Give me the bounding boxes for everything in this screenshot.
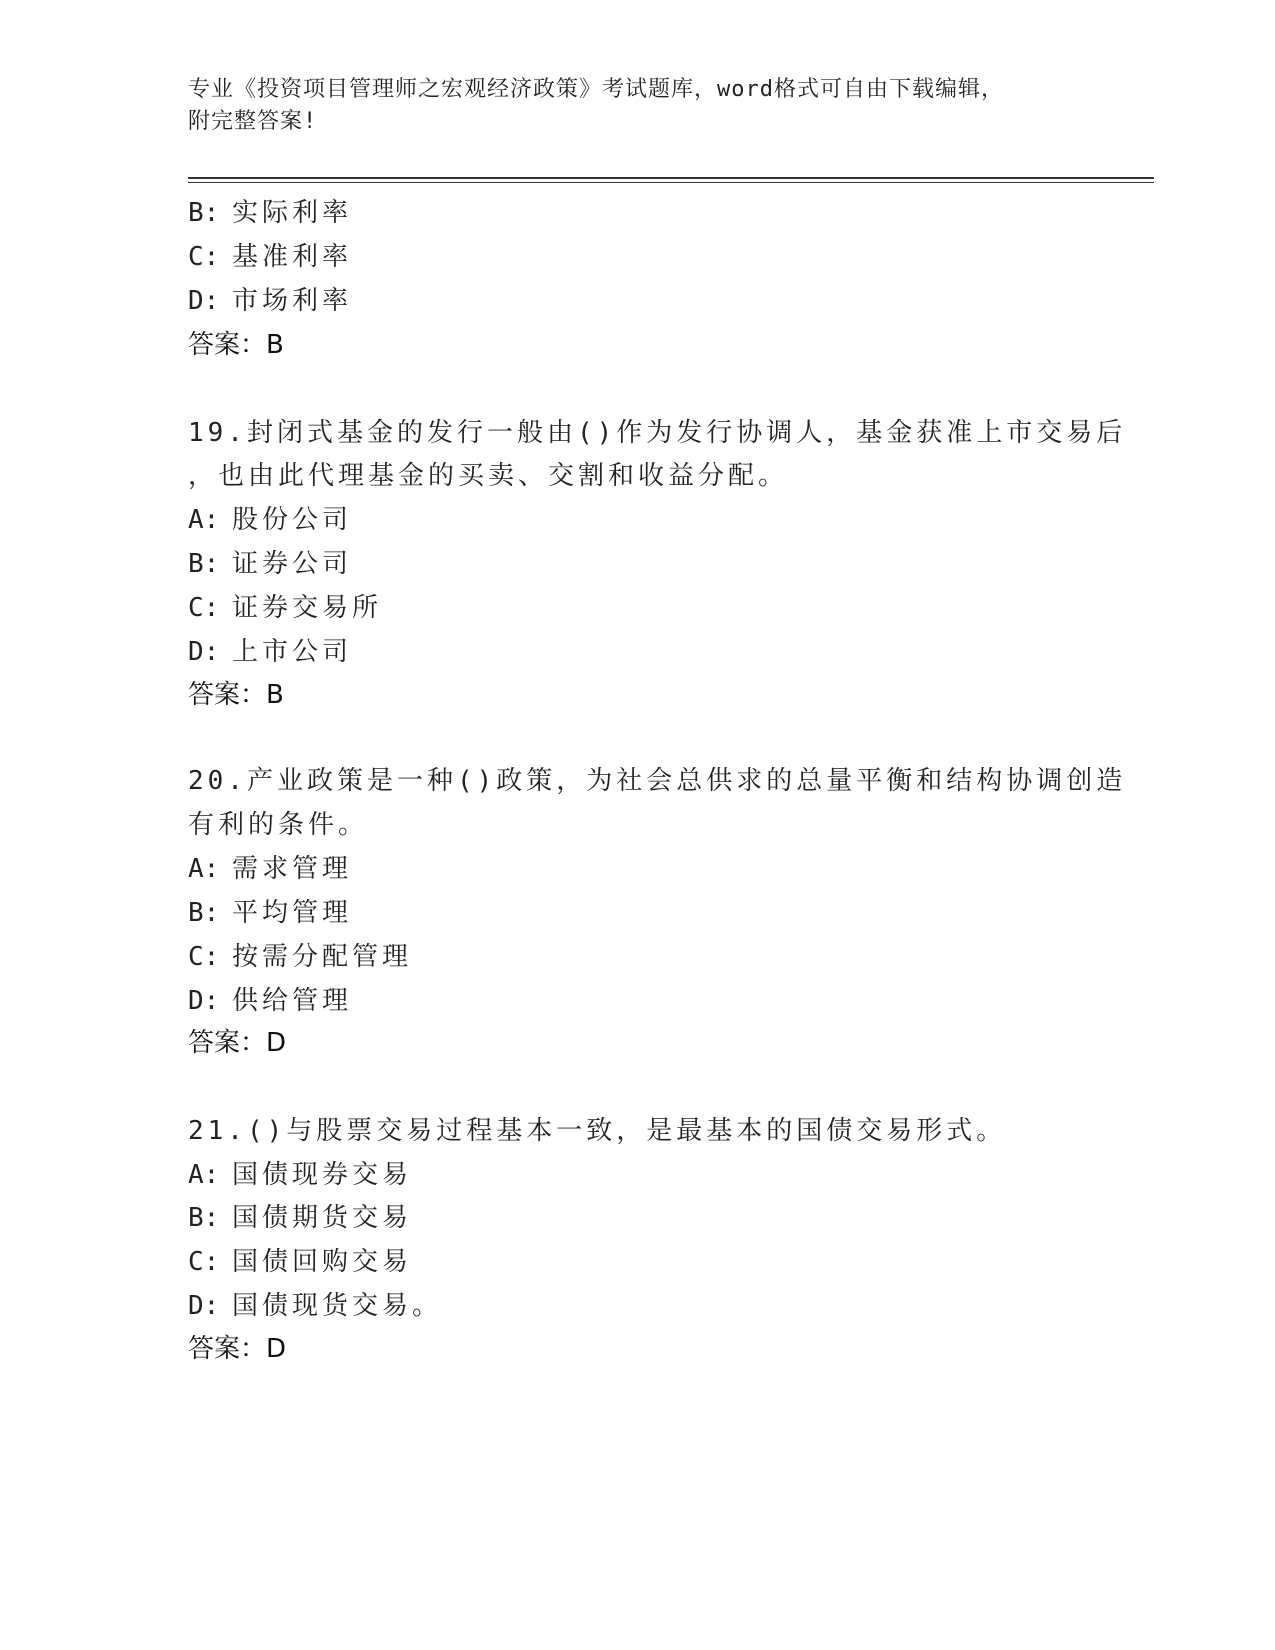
q20-option-d [188,980,352,1017]
q20-answer: 答案：D [188,1028,287,1058]
option-letter: C: [188,242,220,272]
option-text: 需求管理 [232,854,353,884]
q19-stem-line-1: 19.封闭式基金的发行一般由()作为发行协调人，基金获准上市交易后 [188,418,1127,448]
option-text: 国债现货交易。 [232,1291,443,1321]
option-text: 上市公司 [232,637,353,667]
header-rule-thin [188,182,1154,183]
q21-option-c [188,1241,412,1278]
option-text: 实际利率 [232,198,353,228]
document-header [188,74,1088,138]
option-text: 市场利率 [232,286,353,316]
q20-option-c [188,936,412,973]
prev-option-c [188,236,352,273]
q19-stem-line-2: ，也由此代理基金的买卖、交割和收益分配。 [188,461,789,491]
option-letter: D: [188,637,220,667]
option-letter: B: [188,198,220,228]
option-text: 国债回购交易 [232,1247,413,1277]
option-text: 国债期货交易 [232,1203,413,1233]
option-text: 证券交易所 [232,593,383,623]
q20-option-b [188,892,352,929]
option-text: 基准利率 [232,242,353,272]
prev-option-b [188,192,352,229]
prev-answer: 答案：B [188,330,284,360]
option-letter: C: [188,593,220,623]
option-letter: A: [188,505,220,535]
q21-option-a [188,1154,412,1191]
q20-stem-line-1: 20.产业政策是一种()政策，为社会总供求的总量平衡和结构协调创造 [188,766,1127,796]
q21-stem-line-1: 21.()与股票交易过程基本一致，是最基本的国债交易形式。 [188,1116,1007,1146]
option-text: 证券公司 [232,549,353,579]
header-line-2: 附完整答案! [188,109,318,134]
option-text: 按需分配管理 [232,942,413,972]
q21-option-d [188,1285,442,1322]
option-letter: D: [188,986,220,1016]
option-letter: C: [188,1247,220,1277]
option-letter: C: [188,942,220,972]
option-letter: D: [188,1291,220,1321]
header-line-1: 专业《投资项目管理师之宏观经济政策》考试题库，word格式可自由下载编辑， [188,77,1004,102]
q21-option-b [188,1197,412,1234]
prev-option-d [188,280,352,317]
header-rule-thick [188,177,1154,179]
option-letter: A: [188,854,220,884]
option-letter: D: [188,286,220,316]
q19-option-c [188,587,382,624]
q20-option-a [188,848,352,885]
q19-answer: 答案：B [188,680,284,710]
q19-option-d [188,631,352,668]
option-letter: B: [188,898,220,928]
option-letter: B: [188,549,220,579]
option-text: 平均管理 [232,898,353,928]
option-text: 股份公司 [232,505,353,535]
option-text: 国债现券交易 [232,1160,413,1190]
option-letter: B: [188,1203,220,1233]
q19-option-b [188,543,352,580]
option-letter: A: [188,1160,220,1190]
q20-stem-line-2: 有利的条件。 [188,810,369,840]
option-text: 供给管理 [232,986,353,1016]
q19-option-a [188,499,352,536]
q21-answer: 答案：D [188,1334,287,1364]
